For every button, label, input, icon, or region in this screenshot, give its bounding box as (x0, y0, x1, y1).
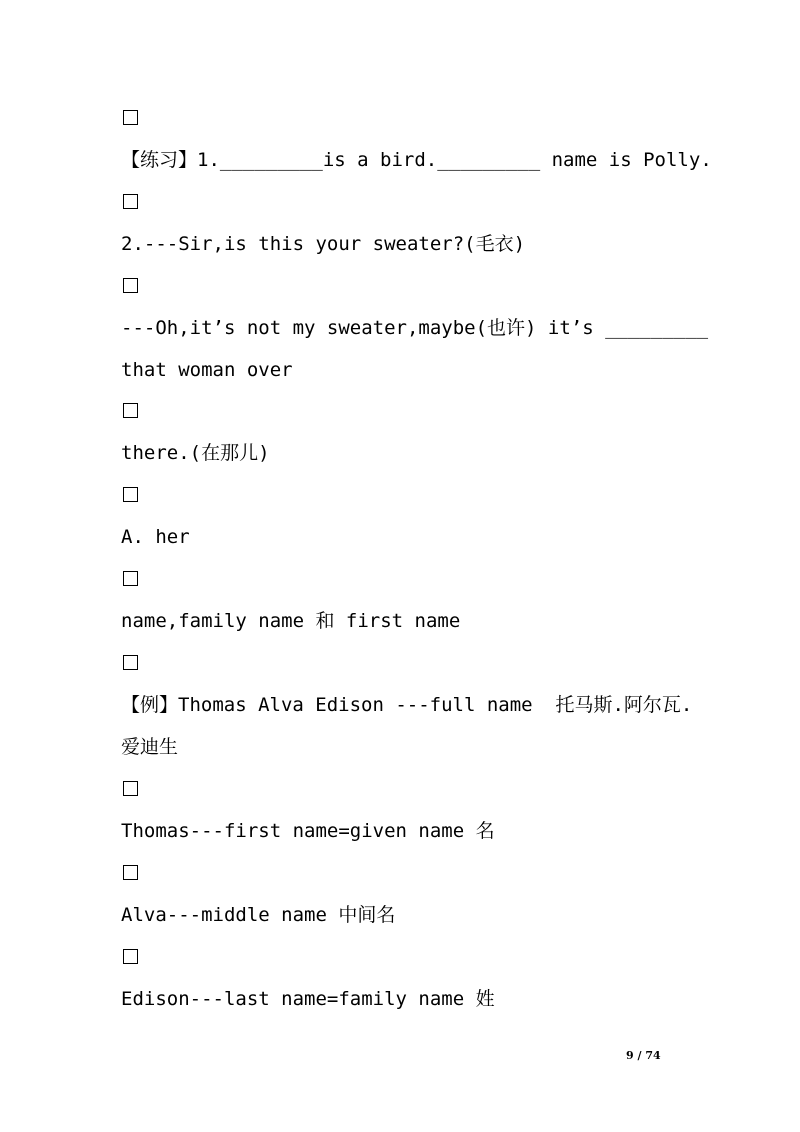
checkbox-placeholder (123, 949, 138, 964)
checkbox-placeholder (123, 571, 138, 586)
exercise-line-5: there.(在那儿) (121, 442, 270, 464)
last-name-line: Edison---last name=family name 姓 (121, 988, 495, 1010)
example-line-1: 【例】Thomas Alva Edison ---full name 托马斯.阿尔瓦. (121, 694, 693, 716)
checkbox-placeholder (123, 865, 138, 880)
checkbox-placeholder (123, 781, 138, 796)
exercise-line-1: 【练习】1._________is a bird._________ name is Polly. (121, 149, 712, 171)
exercise-line-3: ---Oh,it’s not my sweater,maybe(也许) it’s _________ (121, 317, 709, 339)
middle-name-line: Alva---middle name 中间名 (121, 904, 396, 926)
example-line-2: 爱迪生 (121, 736, 179, 758)
exercise-line-2: 2.---Sir,is this your sweater?(毛衣) (121, 233, 526, 255)
checkbox-placeholder (123, 403, 138, 418)
exercise-line-4: that woman over (121, 359, 293, 381)
topic-line: name,family name 和 first name (121, 610, 461, 632)
checkbox-placeholder (123, 487, 138, 502)
checkbox-placeholder (123, 278, 138, 293)
first-name-line: Thomas---first name=given name 名 (121, 820, 495, 842)
checkbox-placeholder (123, 194, 138, 209)
checkbox-placeholder (123, 655, 138, 670)
checkbox-placeholder (123, 110, 138, 125)
answer-line: A. her (121, 526, 190, 548)
page-number: 9 / 74 (626, 1049, 661, 1062)
